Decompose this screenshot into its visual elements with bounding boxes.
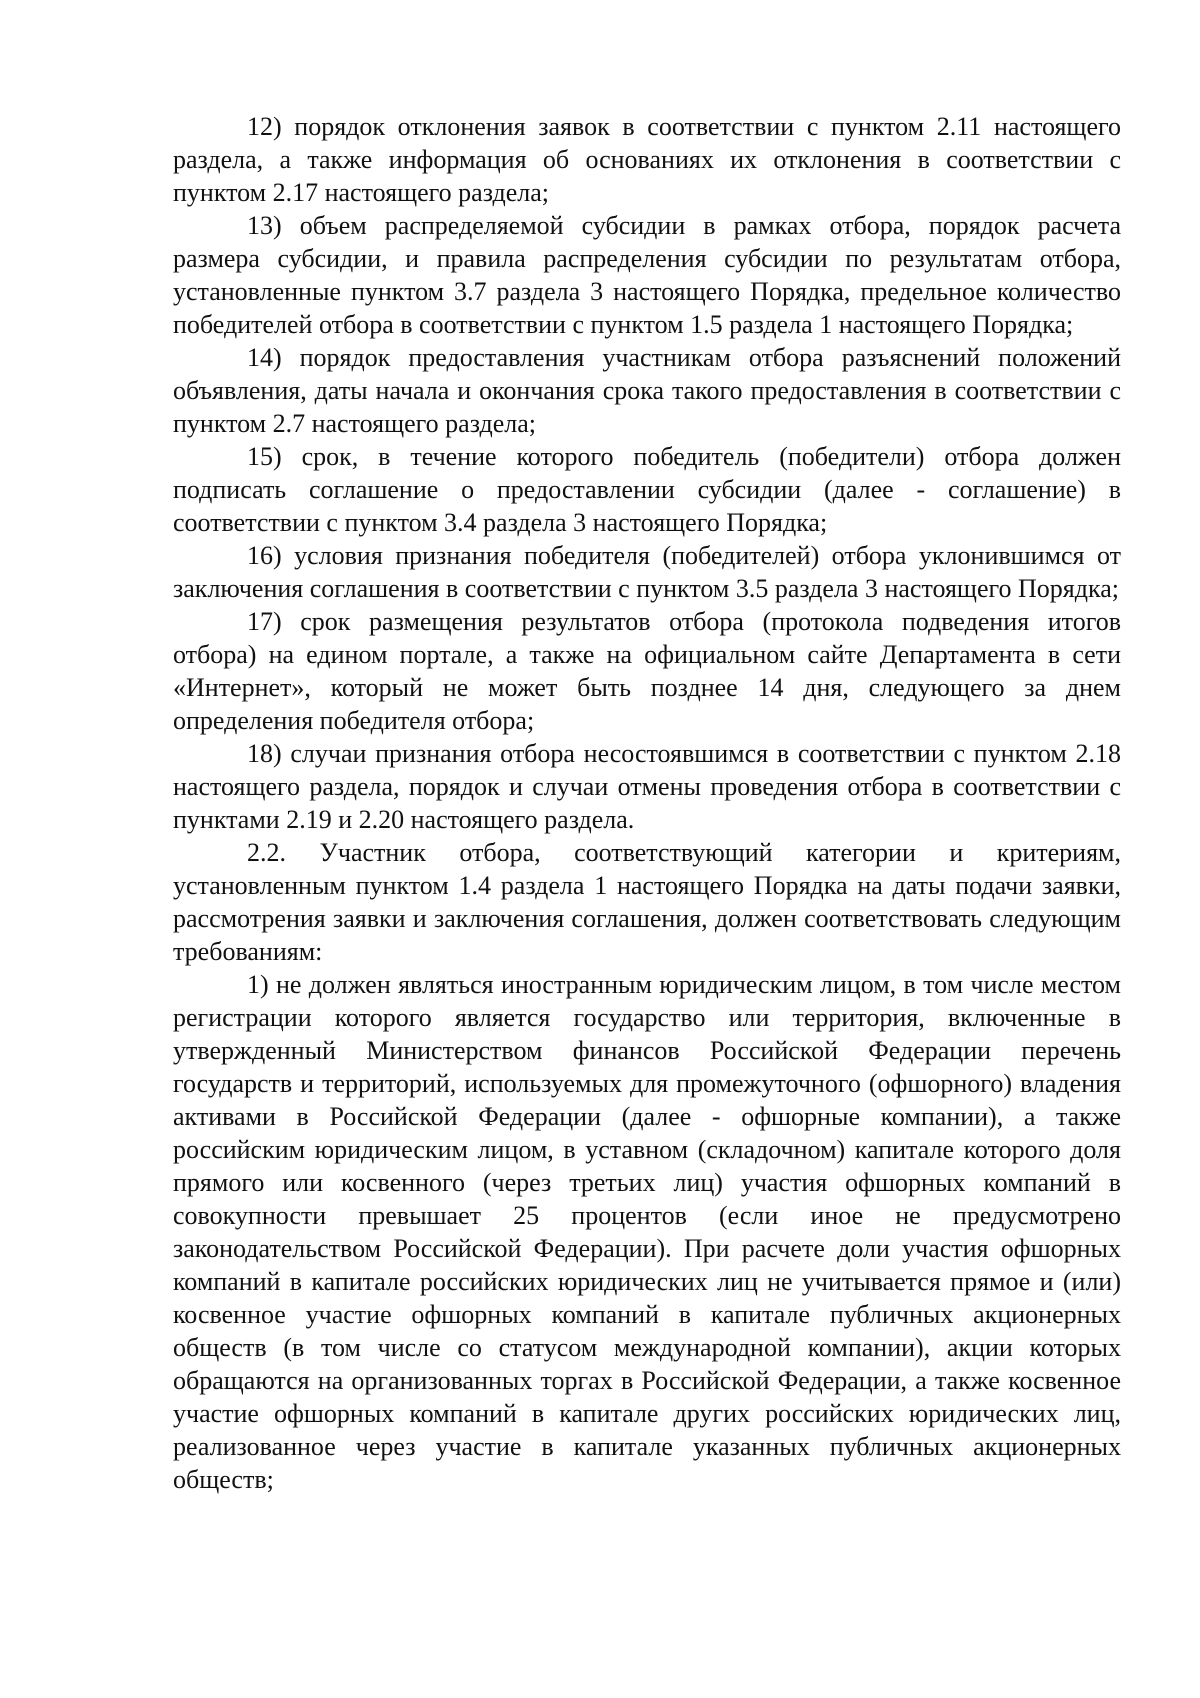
paragraph-section-2-2: 2.2. Участник отбора, соответствующий категории и критериям, установленным пунктом 1.4 раздела 1 настоящего Порядка на даты подачи заявки, рассмотрения заявки и заключения соглашения, должен соответствовать следующим требованиям: (173, 838, 1121, 966)
paragraph-item-15: 15) срок, в течение которого победитель (победители) отбора должен подписать соглашение о предоставлении субсидии (далее - соглашение) в соответствии с пунктом 3.4 раздела 3 настоящего Порядка; (173, 442, 1121, 537)
paragraph-item-17: 17) срок размещения результатов отбора (протокола подведения итогов отбора) на едином портале, а также на официальном сайте Департамента в сети «Интернет», который не может быть позднее 14 дня, следующего за днем определения победителя отбора; (173, 607, 1121, 735)
paragraph-item-12: 12) порядок отклонения заявок в соответствии с пунктом 2.11 настоящего раздела, а также информация об основаниях их отклонения в соответствии с пунктом 2.17 настоящего раздела; (173, 112, 1121, 207)
paragraph-item-18: 18) случаи признания отбора несостоявшимся в соответствии с пунктом 2.18 настоящего раздела, порядок и случаи отмены проведения отбора в соответствии с пунктами 2.19 и 2.20 настоящего раздела. (173, 739, 1121, 834)
paragraph-item-16: 16) условия признания победителя (победителей) отбора уклонившимся от заключения соглашения в соответствии с пунктом 3.5 раздела 3 настоящего Порядка; (173, 541, 1121, 603)
paragraph-requirement-1: 1) не должен являться иностранным юридическим лицом, в том числе местом регистрации которого является государство или территория, включенные в утвержденный Министерством финансов Российской Федерации перечень государств и территорий, используемых для промежуточного (офшорного) владения активами в Российской Федерации (далее - офшорные компании), а также российским юридическим лицом, в уставном (складочном) капитале которого доля прямого или косвенного (через третьих лиц) участия офшорных компаний в совокупности превышает 25 процентов (если иное не предусмотрено законодательством Российской Федерации). При расчете доли участия офшорных компаний в капитале российских юридических лиц не учитывается прямое и (или) косвенное участие офшорных компаний в капитале публичных акционерных обществ (в том числе со статусом международной компании), акции которых обращаются на организованных торгах в Российской Федерации, а также косвенное участие офшорных компаний в капитале других российских юридических лиц, реализованное через участие в капитале указанных публичных акционерных обществ; (173, 970, 1121, 1494)
paragraph-item-14: 14) порядок предоставления участникам отбора разъяснений положений объявления, даты начала и окончания срока такого предоставления в соответствии с пунктом 2.7 настоящего раздела; (173, 343, 1121, 438)
paragraph-item-13: 13) объем распределяемой субсидии в рамках отбора, порядок расчета размера субсидии, и правила распределения субсидии по результатам отбора, установленные пунктом 3.7 раздела 3 настоящего Порядка, предельное количество победителей отбора в соответствии с пунктом 1.5 раздела 1 настоящего Порядка; (173, 211, 1121, 339)
document-body (173, 110, 1121, 1496)
